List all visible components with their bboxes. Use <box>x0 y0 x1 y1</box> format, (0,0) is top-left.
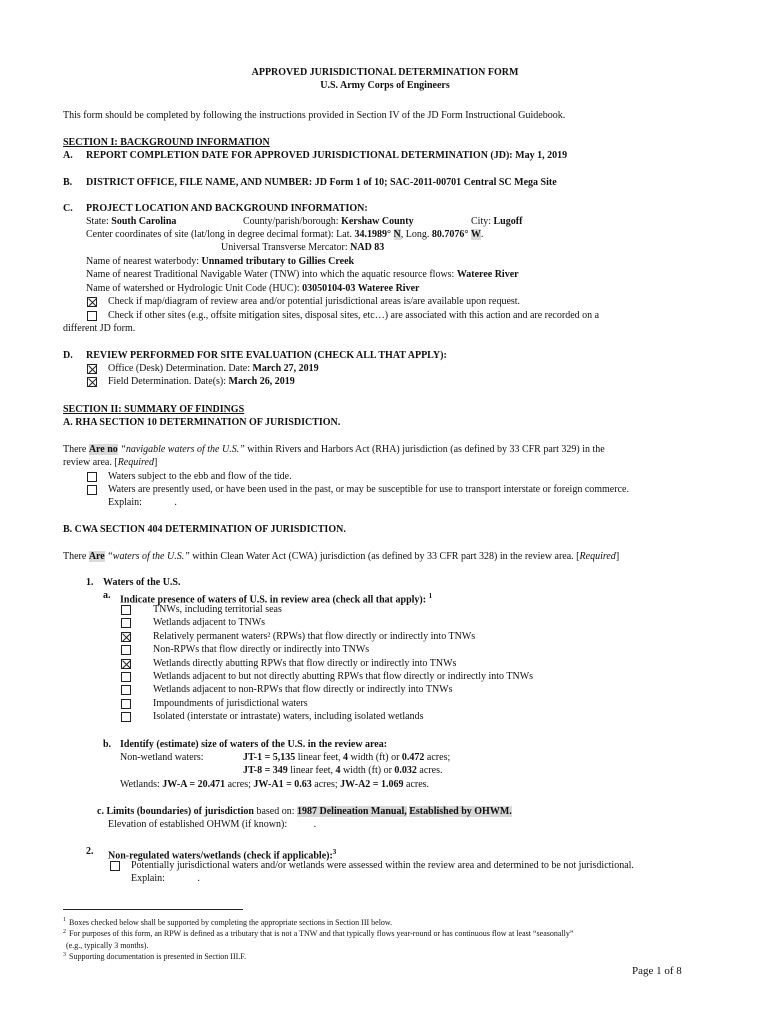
huc-line <box>86 283 419 295</box>
jwa1-unit: acres; <box>314 779 338 790</box>
item2-title-text: Non-regulated waters/wetlands (check if applicable): <box>108 850 333 862</box>
field-label: Field Determination. Date(s): <box>108 376 227 387</box>
jt8-acres: 0.032 <box>394 765 417 776</box>
waters-option-label: Wetlands directly abutting RPWs that flow directly or indirectly into TNWs <box>153 657 457 669</box>
tnw-line <box>86 269 519 281</box>
other-sites-label-cont: different JD form. <box>63 323 136 334</box>
waters-checkbox[interactable] <box>121 632 131 642</box>
waters-checkbox[interactable] <box>121 618 131 628</box>
lat-value: 34.1989° <box>354 229 392 240</box>
cwa-close: ] <box>615 551 620 562</box>
rha-statement-line2 <box>63 457 157 469</box>
non-jurisdictional-label: Potentially jurisdictional waters and/or wetlands were assessed within the review area and determined to be not jurisdictional. <box>131 860 634 871</box>
cwa-required: Required <box>579 551 616 562</box>
jt8-acres-label: acres. <box>419 765 443 776</box>
item1b-text: Identify (estimate) size of waters of the U.S. in the review area: <box>120 739 388 750</box>
field-date: March 26, 2019 <box>228 376 295 387</box>
wetlands-line <box>120 779 429 791</box>
jt1-width: 4 <box>343 752 349 763</box>
item1c-text: c. Limits (boundaries) of jurisdiction <box>97 806 254 817</box>
jwa-unit: acres; <box>227 779 251 790</box>
jt8-id: JT-8 = 349 <box>243 765 288 776</box>
item1b-label: b. <box>103 739 112 750</box>
other-sites-label: Check if other sites (e.g., offsite mitigation sites, disposal sites, etc…) are associated with this action and are recorded on a <box>108 310 600 321</box>
waters-option-label: Wetlands adjacent to but not directly abutting RPWs that flow directly or indirectly into TNWs <box>153 671 534 682</box>
tnw-label: Name of nearest Traditional Navigable Water (TNW) into which the aquatic resource flows: <box>86 269 455 280</box>
section1-c-label: C. <box>63 203 73 214</box>
long-label: , Long. <box>400 229 430 240</box>
rha-heading: A. RHA SECTION 10 DETERMINATION OF JURISDICTION. <box>63 417 341 428</box>
footnote-divider <box>63 909 243 910</box>
report-completion-date: REPORT COMPLETION DATE FOR APPROVED JURISDICTIONAL DETERMINATION (JD): May 1, 2019 <box>86 150 568 161</box>
jt8-line <box>243 765 442 777</box>
item2-explain-label: Explain: <box>131 873 165 884</box>
intro-text: This form should be completed by following the instructions provided in Section IV of the JD Form Instructional Guidebook. <box>63 110 566 121</box>
office-determination-line <box>108 363 319 375</box>
city-label: City: <box>471 216 492 227</box>
long-direction: W <box>470 229 481 240</box>
waters-option-label: Isolated (interstate or intrastate) waters, including isolated wetlands <box>153 711 424 723</box>
district-office-line: DISTRICT OFFICE, FILE NAME, AND NUMBER: JD Form 1 of 10; SAC-2011-00701 Central SC Mega Site <box>86 177 557 188</box>
ohwm-elevation-line <box>108 819 316 831</box>
waterbody-line <box>86 256 354 268</box>
waters-checkbox[interactable] <box>121 659 131 669</box>
waters-checkbox[interactable] <box>121 672 131 682</box>
waters-option-label: Non-RPWs that flow directly or indirectly into TNWs <box>153 644 370 656</box>
other-sites-checkbox[interactable] <box>87 311 97 321</box>
cwa-heading: B. CWA SECTION 404 DETERMINATION OF JURISDICTION. <box>63 524 346 535</box>
waters-option-label: Relatively permanent waters² (RPWs) that flow directly or indirectly into TNWs <box>153 630 476 642</box>
lat-direction: N <box>393 229 401 240</box>
item1a-text-body: Indicate presence of waters of U.S. in review area (check all that apply): <box>120 594 427 606</box>
huc-label: Name of watershed or Hydrologic Unit Code (HUC): <box>86 283 300 294</box>
jt1-line <box>243 752 450 764</box>
coords-label: Center coordinates of site (lat/long in degree decimal format): Lat. <box>86 229 353 240</box>
huc-value: 03050104-03 Wateree River <box>302 283 420 294</box>
nonwetland-label: Non-wetland waters: <box>120 752 204 763</box>
section2-heading: SECTION II: SUMMARY OF FINDINGS <box>63 404 245 415</box>
rha-commerce-checkbox[interactable] <box>87 485 97 495</box>
footnote-number: 3 <box>63 951 66 958</box>
section1-a-label: A. <box>63 150 73 161</box>
rha-required: Required <box>117 457 154 468</box>
section1-d-label: D. <box>63 350 73 361</box>
rha-tide-checkbox[interactable] <box>87 472 97 482</box>
item2-num: 2. <box>86 846 94 857</box>
footnote-number: 2 <box>63 928 66 935</box>
jt1-linear: linear feet, <box>297 752 341 763</box>
rha-explain <box>108 497 177 509</box>
footnote-text: Supporting documentation is presented in Section III.F. <box>69 952 247 962</box>
rha-line2-pre: review area. [ <box>63 457 118 468</box>
non-jurisdictional-checkbox[interactable] <box>110 861 120 871</box>
form-subtitle: U.S. Army Corps of Engineers <box>320 80 450 91</box>
map-available-checkbox[interactable] <box>87 297 97 307</box>
item1-title: Waters of the U.S. <box>103 577 181 588</box>
jt1-id: JT-1 = 5,135 <box>243 752 296 763</box>
ohwm-established: Established by OHWM. <box>409 806 512 817</box>
jt1-acres-label: acres; <box>426 752 451 763</box>
utm-value: NAD 83 <box>350 242 385 253</box>
field-determination-line <box>108 376 295 388</box>
section1-heading: SECTION I: BACKGROUND INFORMATION <box>63 137 270 148</box>
office-date: March 27, 2019 <box>252 363 319 374</box>
waters-checkbox[interactable] <box>121 699 131 709</box>
item1-num: 1. <box>86 577 94 588</box>
rha-explain-label: Explain: <box>108 497 142 508</box>
review-performed-heading: REVIEW PERFORMED FOR SITE EVALUATION (CHECK ALL THAT APPLY): <box>86 350 447 361</box>
long-value: 80.7076° <box>431 229 469 240</box>
rha-pre: There <box>63 444 87 455</box>
city-line <box>471 216 522 228</box>
item2-explain-value: . <box>197 873 200 884</box>
footnote-number: 1 <box>63 917 66 923</box>
cwa-choice: Are <box>88 551 105 562</box>
waters-checkbox[interactable] <box>121 645 131 655</box>
jwa1-value: JW-A1 = 0.63 <box>253 779 312 790</box>
waters-checkbox[interactable] <box>121 605 131 615</box>
waters-checkbox[interactable] <box>121 685 131 695</box>
cwa-quote: “waters of the U.S.” <box>107 551 190 562</box>
cwa-pre: There <box>63 551 87 562</box>
jt1-width-label: width (ft) or <box>350 752 400 763</box>
county-label: County/parish/borough: <box>243 216 339 227</box>
item1a-footnote-ref: 1 <box>428 592 433 600</box>
form-title: APPROVED JURISDICTIONAL DETERMINATION FORM <box>251 67 519 78</box>
footnote-text: For purposes of this form, an RPW is defined as a tributary that is not a TNW and that typically flows year-round or has continuous flow at least “seasonally” <box>69 929 574 939</box>
utm-line <box>221 242 384 254</box>
jt8-width-label: width (ft) or <box>343 765 392 776</box>
state-value: South Carolina <box>111 216 177 227</box>
waterbody-value: Unnamed tributary to Gillies Creek <box>201 256 355 267</box>
utm-label: Universal Transverse Mercator: <box>221 242 348 253</box>
jt1-acres: 0.472 <box>401 752 425 763</box>
rha-tide-label: Waters subject to the ebb and flow of the tide. <box>108 471 292 482</box>
coordinates-line: Center coordinates of site (lat/long in degree decimal format): Lat. 34.1989° N, Long. 80.7076° W. <box>86 229 484 240</box>
footnote-text: Boxes checked below shall be supported by completing the appropriate sections in Section III below. <box>69 917 393 927</box>
rha-line2-post: ] <box>153 457 158 468</box>
waters-option-label: Wetlands adjacent to TNWs <box>153 617 266 629</box>
rha-explain-value: . <box>174 497 177 508</box>
county-value: Kershaw County <box>341 216 414 227</box>
ohwm-elevation-value: . <box>313 819 317 830</box>
state-line <box>86 216 176 228</box>
item1c-based: based on: <box>256 806 295 817</box>
rha-quote: “navigable waters of the U.S.” <box>120 444 245 455</box>
project-location-heading: PROJECT LOCATION AND BACKGROUND INFORMATION: <box>86 203 368 214</box>
rha-commerce-label: Waters are presently used, or have been used in the past, or may be susceptible for use to transport interstate or foreign commerce. <box>108 484 629 495</box>
cwa-statement <box>63 551 619 563</box>
waters-option-label: Wetlands adjacent to non-RPWs that flow directly or indirectly into TNWs <box>153 684 453 696</box>
jwa2-value: JW-A2 = 1.069 <box>340 779 404 790</box>
item1a-label: a. <box>103 590 111 601</box>
rha-rest: within Rivers and Harbors Act (RHA) jurisdiction (as defined by 33 CFR part 329) in the <box>247 444 605 455</box>
waters-option-label: TNWs, including territorial seas <box>153 604 282 615</box>
map-available-label: Check if map/diagram of review area and/or potential jurisdictional areas is/are available upon request. <box>108 296 521 307</box>
office-determination-checkbox[interactable] <box>87 364 97 374</box>
rha-choice: Are no <box>88 444 118 455</box>
city-value: Lugoff <box>493 216 523 227</box>
state-label: State: <box>86 216 109 227</box>
delineation-manual: 1987 Delineation Manual, <box>297 806 407 817</box>
item2-explain <box>131 873 200 885</box>
footnote-text: (e.g., typically 3 months). <box>66 940 149 950</box>
footnote <box>63 950 246 963</box>
cwa-rest: within Clean Water Act (CWA) jurisdiction (as defined by 33 CFR part 328) in the review area. [ <box>192 551 580 562</box>
page-number: Page 1 of 8 <box>632 965 682 977</box>
waters-option-label: Impoundments of jurisdictional waters <box>153 697 308 709</box>
waters-checkbox[interactable] <box>121 712 131 722</box>
office-label: Office (Desk) Determination. Date: <box>108 363 250 374</box>
county-line <box>243 216 414 228</box>
jt8-linear: linear feet, <box>290 765 334 776</box>
rha-statement <box>63 444 605 456</box>
item2-footnote-ref: 3 <box>332 848 337 856</box>
waterbody-label: Name of nearest waterbody: <box>86 256 200 267</box>
jwa-value: JW-A = 20.471 <box>162 779 226 790</box>
item1c-line <box>97 806 512 818</box>
wetlands-label: Wetlands: <box>120 779 160 790</box>
tnw-value: Wateree River <box>456 269 519 280</box>
ohwm-elevation-label: Elevation of established OHWM (if known): <box>108 819 288 830</box>
field-determination-checkbox[interactable] <box>87 377 97 387</box>
section1-b-label: B. <box>63 177 73 188</box>
jt8-width: 4 <box>335 765 341 776</box>
jwa2-unit: acres. <box>406 779 430 790</box>
